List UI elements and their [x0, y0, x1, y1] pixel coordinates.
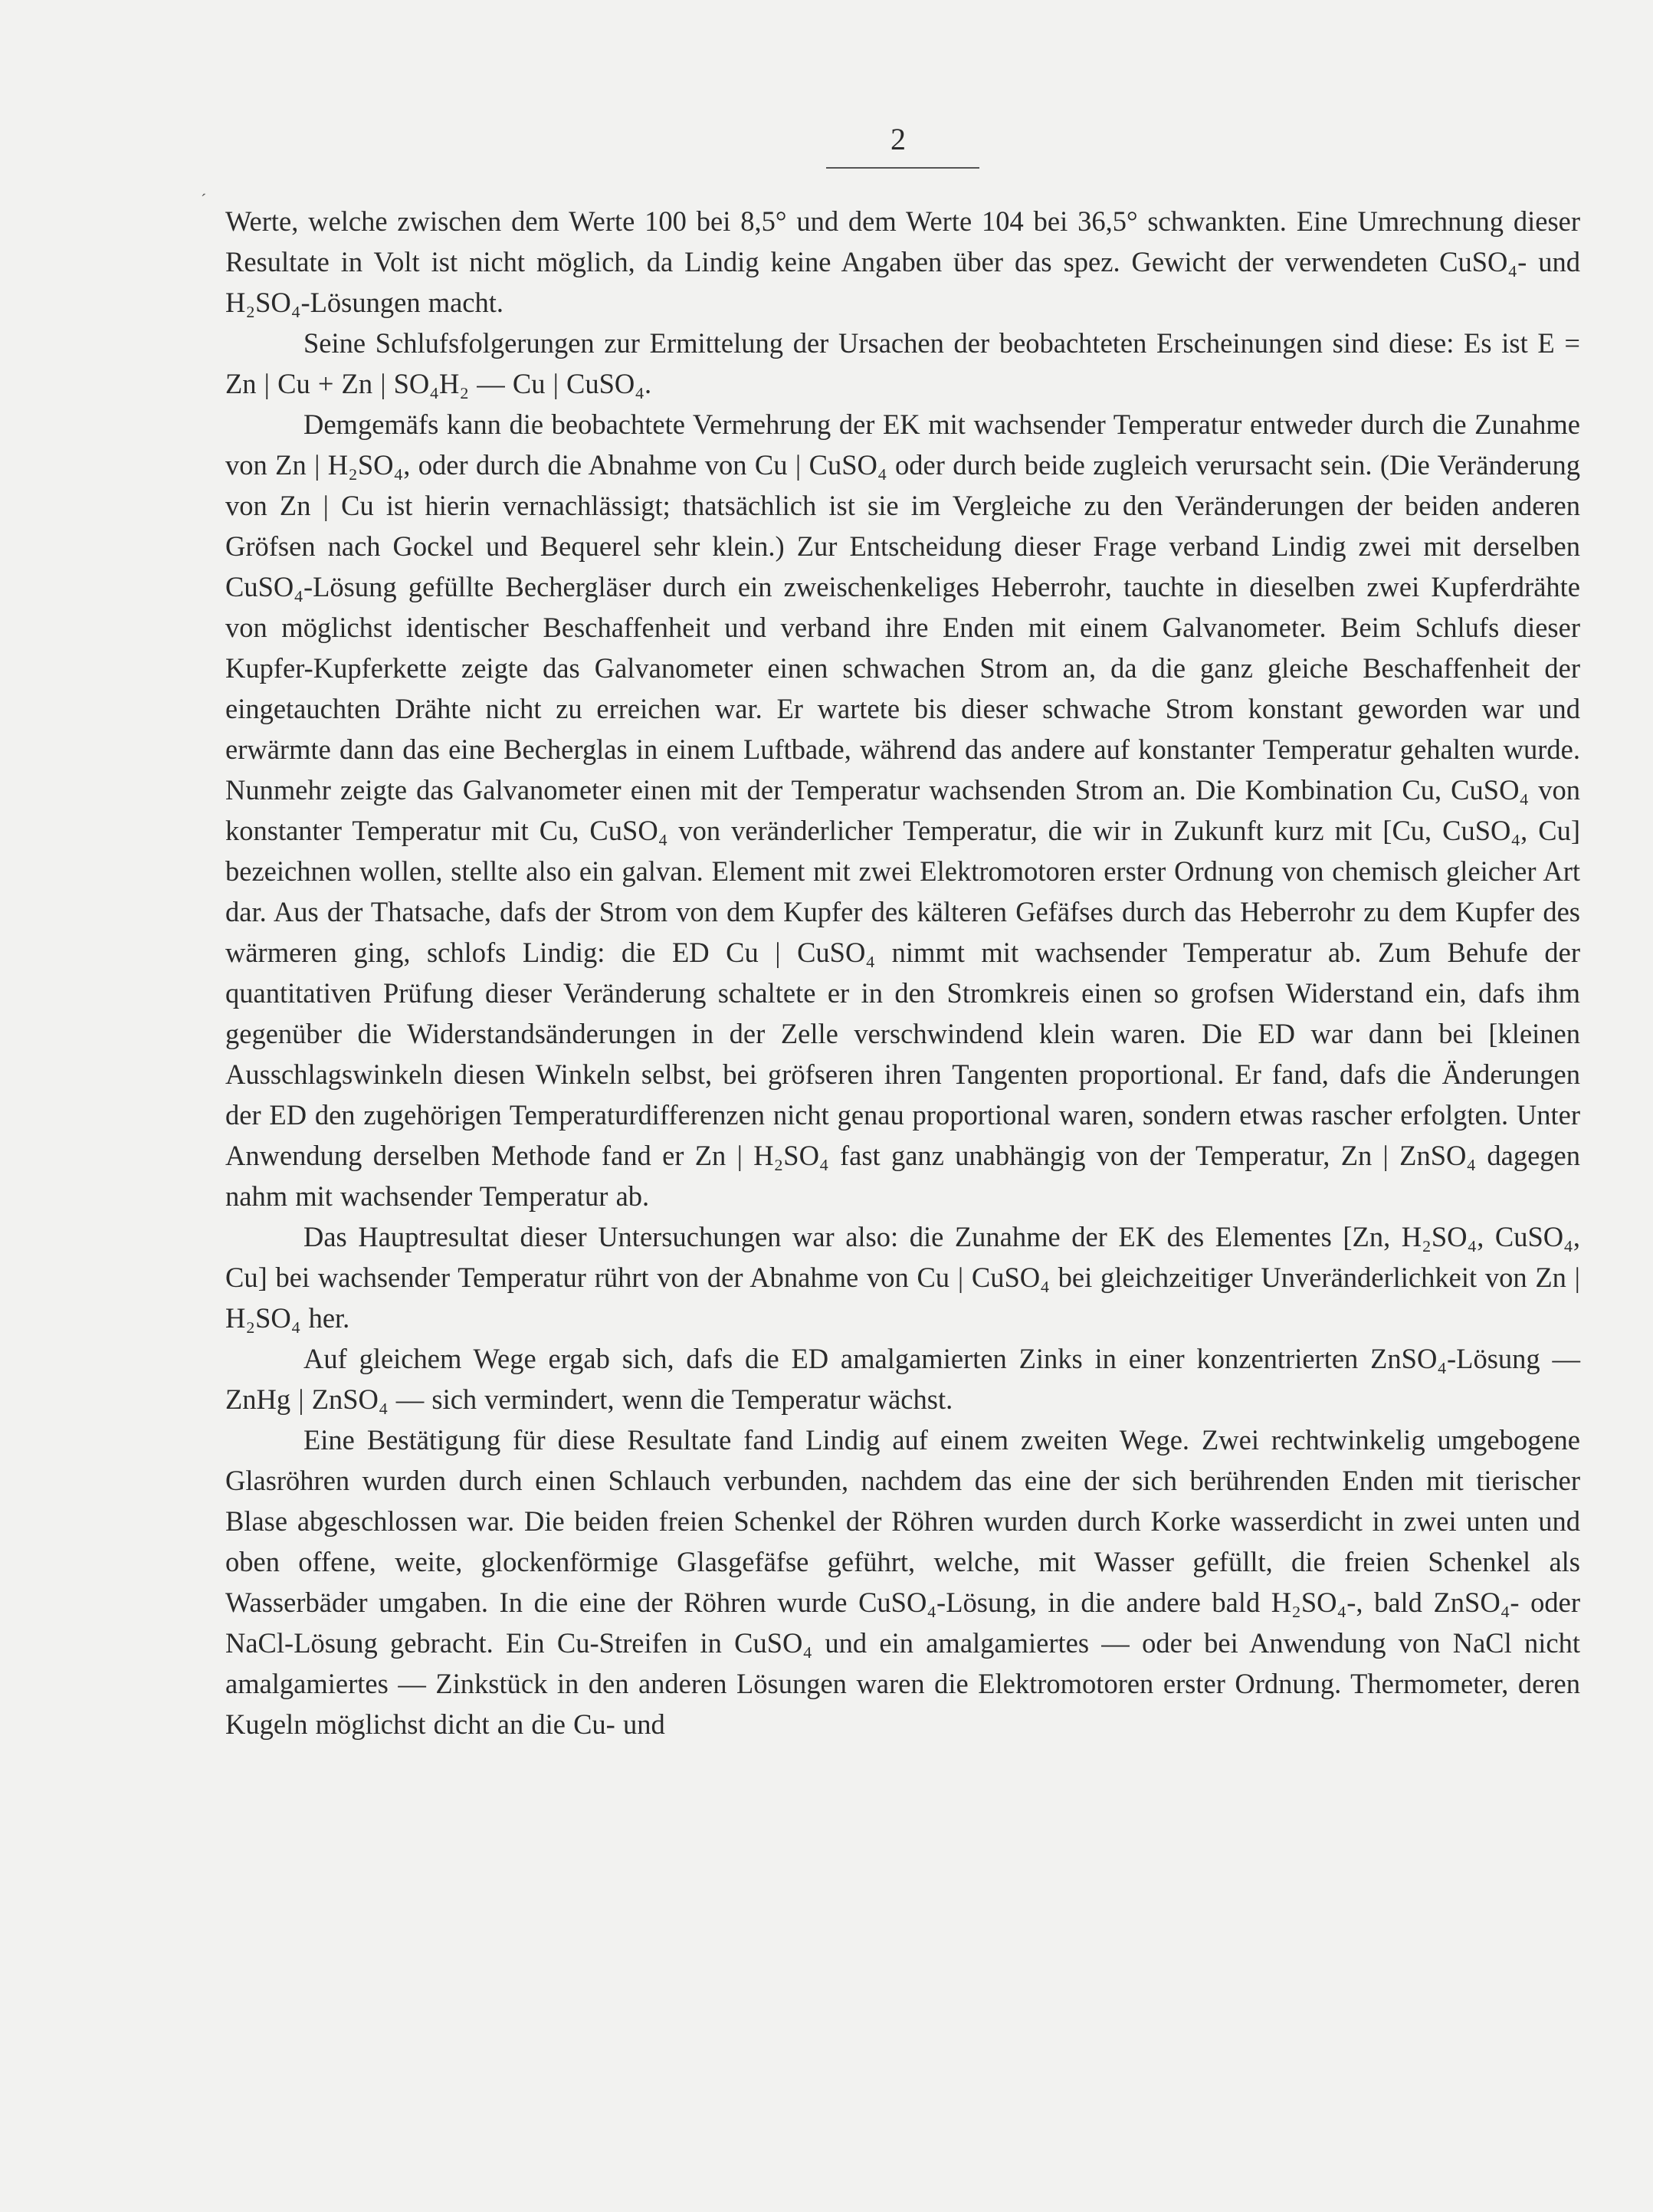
paragraph-conclusions: Seine Schlufsfolgerungen zur Ermittelung der Ursachen der beobachteten Erscheinungen sind diese: Es ist E = Zn | Cu + Zn | SO₄H₂ — Cu | CuSO₄. — [225, 327, 1580, 399]
body-text — [225, 201, 1580, 1744]
paragraph-confirmation: Eine Bestätigung für diese Resultate fand Lindig auf einem zweiten Wege. Zwei rechtwinkelig umgebogene Glasröhren wurden durch einen Schlauch verbunden, nachdem das eine der sich berührenden Enden mit tierischer Blase abgeschlossen war. Die beiden freien Schenkel der Röhren wurden durch Korke wasserdicht in zwei unten und oben offene, weite, glockenförmige Glasgefäfse geführt, welche, mit Wasser gefüllt, die freien Schenkel als Wasserbäder umgaben. In die eine der Röhren wurde CuSO₄-Lösung, in die andere bald H₂SO₄-, bald ZnSO₄- oder NaCl-Lösung gebracht. Ein Cu-Streifen in CuSO₄ und ein amalgamiertes — oder bei Anwendung von NaCl nicht amalgamiertes — Zinkstück in den anderen Lösungen waren die Elektromotoren erster Ordnung. Thermometer, deren Kugeln möglichst dicht an die Cu- und — [225, 1424, 1580, 1740]
paragraph-amalgamated-zinc: Auf gleichem Wege ergab sich, dafs die ED amalgamierten Zinks in einer konzentrierten ZnSO₄-Lösung — ZnHg | ZnSO₄ — sich vermindert, wenn die Temperatur wächst. — [225, 1343, 1580, 1415]
page-number: 2 — [890, 122, 907, 156]
corner-mark: ´ — [201, 190, 207, 209]
paragraph-main-result: Das Hauptresultat dieser Untersuchungen war also: die Zunahme der EK des Elementes [Zn, H₂SO₄, CuSO₄, Cu] bei wachsender Temperatur rührt von der Abnahme von Cu | CuSO₄ bei gleichzeitiger Unveränderlichkeit von Zn | H₂SO₄ her. — [225, 1221, 1580, 1334]
paragraph-continuation: Werte, welche zwischen dem Werte 100 bei 8,5° und dem Werte 104 bei 36,5° schwankten. Eine Umrechnung dieser Resultate in Volt ist nicht möglich, da Lindig keine Angaben über das spez. Gewicht der verwendeten CuSO₄- und H₂SO₄-Lösungen macht. — [225, 205, 1580, 318]
header-rule — [826, 167, 979, 169]
paragraph-experiment: Demgemäfs kann die beobachtete Vermehrung der EK mit wachsender Temperatur entweder durch die Zunahme von Zn | H₂SO₄, oder durch die Abnahme von Cu | CuSO₄ oder durch beide zugleich verursacht sein. (Die Veränderung von Zn | Cu ist hierin vernachlässigt; thatsächlich ist sie im Vergleiche zu den Veränderungen der beiden anderen Gröfsen nach Gockel und Bequerel sehr klein.) Zur Entscheidung dieser Frage verband Lindig zwei mit derselben CuSO₄-Lösung gefüllte Bechergläser durch ein zweischenkeliges Heberrohr, tauchte in dieselben zwei Kupferdrähte von möglichst identischer Beschaffenheit und verband ihre Enden mit einem Galvanometer. Beim Schlufs dieser Kupfer-Kupferkette zeigte das Galvanometer einen schwachen Strom an, da die ganz gleiche Beschaffenheit der eingetauchten Drähte nicht zu erreichen war. Er wartete bis dieser schwache Strom konstant geworden war und erwärmte dann das eine Becherglas in einem Luftbade, während das andere auf konstanter Temperatur gehalten wurde. Nunmehr zeigte das Galvanometer einen mit der Temperatur wachsenden Strom an. Die Kombination Cu, CuSO₄ von konstanter Temperatur mit Cu, CuSO₄ von veränderlicher Temperatur, die wir in Zukunft kurz mit [Cu, CuSO₄, Cu] bezeichnen wollen, stellte also ein galvan. Element mit zwei Elektromotoren erster Ordnung von chemisch gleicher Art dar. Aus der Thatsache, dafs der Strom von dem Kupfer des kälteren Gefäfses durch das Heberrohr zu dem Kupfer des wärmeren ging, schlofs Lindig: die ED Cu | CuSO₄ nimmt mit wachsender Temperatur ab. Zum Behufe der quantitativen Prüfung dieser Veränderung schaltete er in den Stromkreis einen so grofsen Widerstand ein, dafs ihm gegenüber die Widerstandsänderungen in der Zelle verschwindend klein waren. Die ED war dann bei [kleinen Ausschlagswinkeln diesen Winkeln selbst, bei gröfseren ihren Tangenten proportional. Er fand, dafs die Änderungen der ED den zugehörigen Temperaturdifferenzen nicht genau proportional waren, sondern etwas rascher erfolgten. Unter Anwendung derselben Methode fand er Zn | H₂SO₄ fast ganz unabhängig von der Temperatur, Zn | ZnSO₄ dagegen nahm mit wachsender Temperatur ab. — [225, 409, 1580, 1212]
